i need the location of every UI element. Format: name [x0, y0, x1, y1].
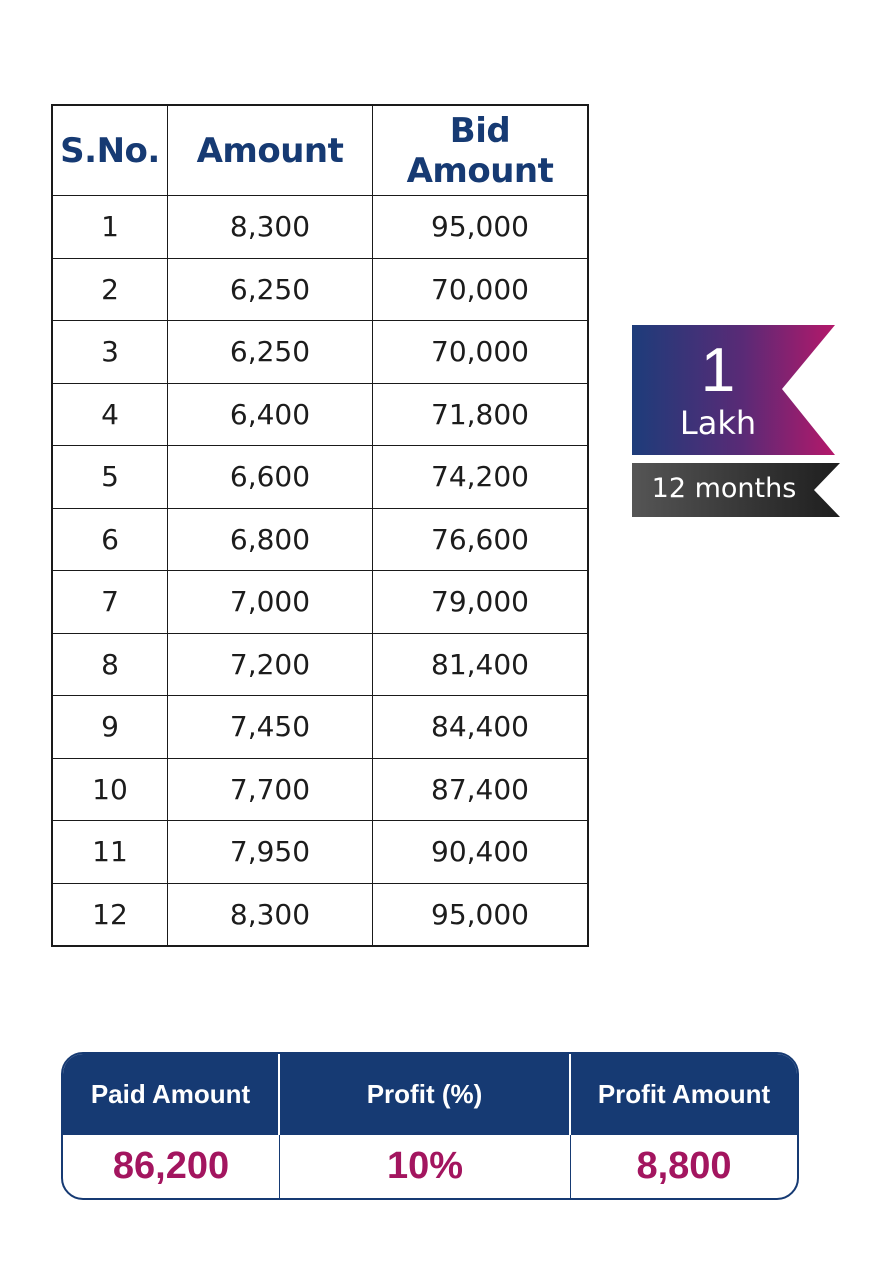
cell-sno: 2 [52, 258, 168, 321]
summary-card [61, 1052, 799, 1200]
cell-sno: 6 [52, 508, 168, 571]
cell-bid-amount: 70,000 [373, 258, 589, 321]
cell-sno: 8 [52, 633, 168, 696]
cell-bid-amount: 79,000 [373, 571, 589, 634]
table-row [52, 821, 588, 884]
header-amount: Amount [168, 105, 373, 196]
cell-bid-amount: 76,600 [373, 508, 589, 571]
table-body [52, 196, 588, 947]
cell-sno: 10 [52, 758, 168, 821]
cell-sno: 11 [52, 821, 168, 884]
table-row [52, 696, 588, 759]
cell-sno: 4 [52, 383, 168, 446]
badge-unit: Lakh [679, 404, 757, 442]
table-row [52, 383, 588, 446]
cell-amount: 7,200 [168, 633, 373, 696]
cell-bid-amount: 70,000 [373, 321, 589, 384]
cell-amount: 6,250 [168, 258, 373, 321]
summary-value-paid: 86,200 [63, 1135, 280, 1198]
cell-amount: 6,400 [168, 383, 373, 446]
cell-amount: 7,700 [168, 758, 373, 821]
cell-amount: 7,000 [168, 571, 373, 634]
plan-badge [632, 325, 842, 521]
header-sno: S.No. [52, 105, 168, 196]
cell-bid-amount: 87,400 [373, 758, 589, 821]
cell-amount: 8,300 [168, 883, 373, 946]
cell-sno: 5 [52, 446, 168, 509]
bid-table [51, 104, 589, 947]
summary-value-profit-amount: 8,800 [636, 1145, 732, 1187]
table-row [52, 446, 588, 509]
table-row [52, 258, 588, 321]
cell-sno: 9 [52, 696, 168, 759]
table-row [52, 633, 588, 696]
cell-amount: 8,300 [168, 196, 373, 259]
cell-sno: 1 [52, 196, 168, 259]
cell-bid-amount: 71,800 [373, 383, 589, 446]
cell-bid-amount: 74,200 [373, 446, 589, 509]
table-row [52, 196, 588, 259]
summary-value-profit-percent: 10% [280, 1135, 571, 1198]
table-header-row [52, 105, 588, 196]
cell-amount: 7,950 [168, 821, 373, 884]
summary-header-profit-percent: Profit (%) [280, 1054, 571, 1135]
cell-sno: 3 [52, 321, 168, 384]
badge-duration: 12 months [651, 473, 797, 504]
badge-value: 1 [700, 336, 736, 405]
cell-amount: 6,800 [168, 508, 373, 571]
cell-bid-amount: 95,000 [373, 883, 589, 946]
table-row [52, 883, 588, 946]
cell-bid-amount: 95,000 [373, 196, 589, 259]
cell-sno: 12 [52, 883, 168, 946]
table-row [52, 758, 588, 821]
summary-header-paid: Paid Amount [63, 1054, 280, 1135]
table-row [52, 508, 588, 571]
cell-amount: 7,450 [168, 696, 373, 759]
summary-header-profit-amount: Profit Amount [571, 1054, 797, 1135]
table-row [52, 571, 588, 634]
table-row [52, 321, 588, 384]
cell-sno: 7 [52, 571, 168, 634]
header-bid-amount: Bid Amount [373, 105, 589, 196]
cell-amount: 6,250 [168, 321, 373, 384]
cell-bid-amount: 84,400 [373, 696, 589, 759]
cell-bid-amount: 81,400 [373, 633, 589, 696]
cell-bid-amount: 90,400 [373, 821, 589, 884]
cell-amount: 6,600 [168, 446, 373, 509]
